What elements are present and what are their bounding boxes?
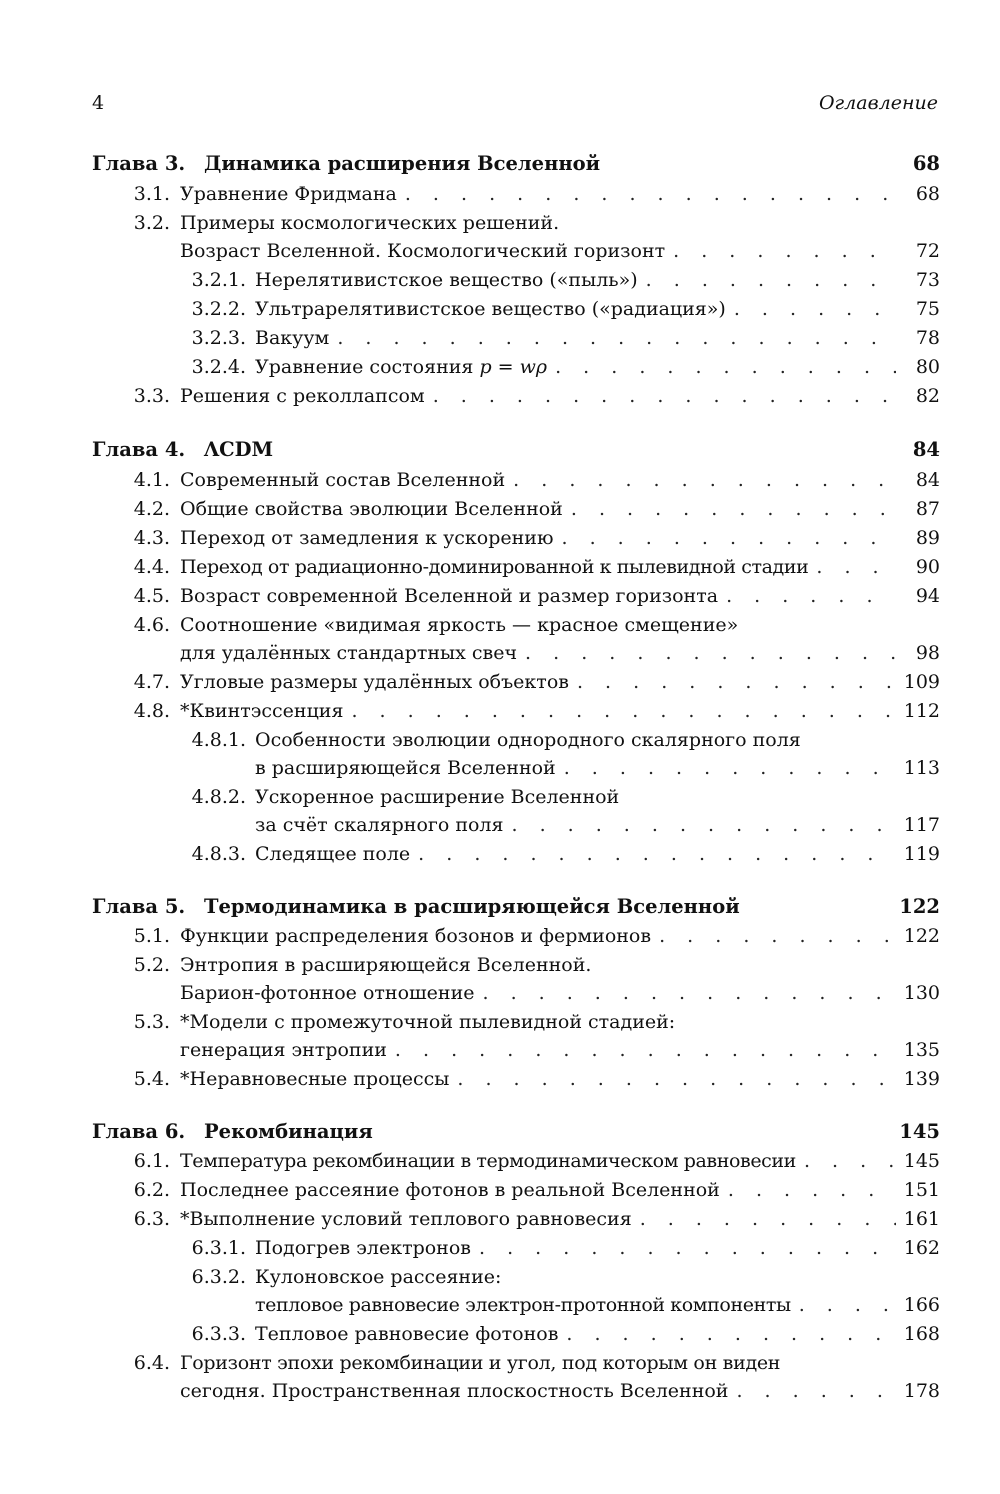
toc-entry-6-4[interactable] [92,1349,940,1377]
toc-entry-5-1[interactable] [92,922,940,950]
entry-title-line1: Особенности эволюции однородного скалярного поля [255,729,801,751]
entry-number: 5.2. [133,954,170,976]
entry-number: 3.2.2. [191,298,246,320]
toc-entry-3-1[interactable] [92,180,940,208]
entry-number: 4.1. [133,469,170,491]
toc-entry-6-4-cont[interactable] [92,1377,940,1405]
chapter-4-heading[interactable] [92,436,940,464]
page-ref: 68 [912,152,940,175]
page-ref: 166 [903,1294,940,1316]
toc-entry-5-3-cont[interactable] [92,1036,940,1064]
entry-number: 4.5. [133,585,170,607]
toc-entry-3-2-1[interactable] [92,266,940,294]
toc-entry-3-2-3[interactable] [92,324,940,352]
entry-title-line1: Ускоренное расширение Вселенной [255,786,620,808]
entry-title-line1: Горизонт эпохи рекомбинации и угол, под которым он виден [180,1352,781,1374]
toc-entry-4-8-2-cont[interactable] [92,811,940,839]
entry-number: 3.2.4. [191,356,246,378]
entry-number: 4.6. [133,614,170,636]
entry-number: 4.8.2. [191,786,246,808]
toc-entry-3-3[interactable] [92,382,940,410]
entry-title: Последнее рассеяние фотонов в реальной Вселенной [180,1179,720,1201]
toc-entry-4-5[interactable] [92,582,940,610]
page-ref: 109 [903,671,940,693]
entry-number: 4.8. [133,700,170,722]
page-ref: 119 [903,843,940,865]
entry-title: Подогрев электронов [255,1237,471,1259]
chapter-label: Глава 6. [92,1120,186,1143]
entry-title: Общие свойства эволюции Вселенной [180,498,563,520]
entry-title: Уравнение Фридмана [180,183,397,205]
entry-title: Возраст современной Вселенной и размер горизонта [180,585,719,607]
toc-entry-5-2-cont[interactable] [92,979,940,1007]
toc-entry-4-6-cont[interactable] [92,639,940,667]
entry-title: Угловые размеры удалённых объектов [180,671,569,693]
entry-number: 6.3.1. [191,1237,246,1259]
chapter-title: ΛCDM [204,438,274,461]
page-ref: 139 [903,1068,940,1090]
entry-title: Барион-фотонное отношение [180,982,475,1004]
entry-number: 3.2.1. [191,269,246,291]
entry-number: 6.4. [133,1352,170,1374]
page-ref: 113 [903,757,940,779]
page-ref: 122 [899,895,940,918]
entry-number: 5.1. [133,925,170,947]
toc-entry-4-8-2[interactable] [92,783,940,811]
entry-title-line1: Примеры космологических решений. [180,212,560,234]
entry-title: Нерелятивистское вещество («пыль») [255,269,638,291]
toc-entry-3-2[interactable] [92,209,940,237]
chapter-5-heading[interactable] [92,893,940,921]
toc-entry-4-7[interactable] [92,668,940,696]
chapter-title: Динамика расширения Вселенной [204,152,601,175]
entry-title: Современный состав Вселенной [180,469,506,491]
entry-number: 4.7. [133,671,170,693]
entry-title: Возраст Вселенной. Космологический горизонт [180,240,666,262]
page-number: 4 [92,92,105,114]
entry-title: тепловое равновесие электрон-протонной компоненты [255,1294,791,1316]
entry-number: 4.3. [133,527,170,549]
entry-title: Температура рекомбинации в термодинамическом равновесии [180,1150,796,1172]
page-ref: 82 [915,385,940,407]
page-ref: 72 [915,240,940,262]
page-ref: 75 [915,298,940,320]
entry-number: 6.2. [133,1179,170,1201]
chapter-label: Глава 4. [92,438,186,461]
entry-number: 3.2.3. [191,327,246,349]
page-ref: 151 [903,1179,940,1201]
toc-entry-3-2-cont[interactable] [92,237,940,265]
page-ref: 78 [915,327,940,349]
page-ref: 84 [915,469,940,491]
toc-entry-6-3-1[interactable] [92,1234,940,1262]
page-ref: 161 [903,1208,940,1230]
page-ref: 90 [915,556,940,578]
toc-entry-4-8-3[interactable] [92,840,940,868]
entry-title-line1: *Модели с промежуточной пылевидной стадией: [180,1011,676,1033]
page-ref: 89 [915,527,940,549]
entry-title: Функции распределения бозонов и фермионов [180,925,652,947]
entry-title: *Неравновесные процессы [180,1068,450,1090]
page-ref: 112 [903,700,940,722]
page-ref: 145 [899,1120,940,1143]
page-ref: 98 [915,642,940,664]
entry-number: 5.4. [133,1068,170,1090]
toc-entry-6-3[interactable] [92,1205,940,1233]
toc-entry-6-3-2[interactable] [92,1263,940,1291]
chapter-title: Термодинамика в расширяющейся Вселенной [204,895,740,918]
toc-entry-5-3[interactable] [92,1008,940,1036]
entry-number: 3.1. [133,183,170,205]
page-ref: 94 [915,585,940,607]
entry-title: Уравнение состояния [255,356,474,378]
entry-title: сегодня. Пространственная плоскостность Вселенной [180,1380,729,1402]
toc-entry-5-4[interactable] [92,1065,940,1093]
entry-number: 4.2. [133,498,170,520]
toc-entry-6-1[interactable] [92,1147,940,1175]
entry-title-line1: Соотношение «видимая яркость — красное смещение» [180,614,739,636]
page-ref: 178 [903,1380,940,1402]
entry-title: *Квинтэссенция [180,700,344,722]
entry-number: 6.3.3. [191,1323,246,1345]
page-ref: 162 [903,1237,940,1259]
equation-of-state: p = wρ [479,356,548,378]
toc-entry-4-4[interactable] [92,553,940,581]
entry-title: Переход от замедления к ускорению [180,527,554,549]
entry-title: Переход от радиационно-доминированной к пылевидной стадии [180,556,809,578]
entry-title: в расширяющейся Вселенной [255,757,556,779]
page-ref: 130 [903,982,940,1004]
page-ref: 122 [903,925,940,947]
entry-number: 6.3. [133,1208,170,1230]
toc-entry-6-2[interactable] [92,1176,940,1204]
chapter-3-heading[interactable] [92,150,940,178]
page-ref: 135 [903,1039,940,1061]
entry-title: для удалённых стандартных свеч [180,642,518,664]
entry-title: Тепловое равновесие фотонов [255,1323,559,1345]
entry-number: 6.3.2. [191,1266,246,1288]
page-ref: 80 [915,356,940,378]
chapter-label: Глава 5. [92,895,186,918]
toc-entry-4-2[interactable] [92,495,940,523]
entry-title: Вакуум [255,327,330,349]
toc-entry-4-6[interactable] [92,611,940,639]
toc-entry-6-3-3[interactable] [92,1320,940,1348]
entry-number: 3.3. [133,385,170,407]
entry-number: 6.1. [133,1150,170,1172]
chapter-label: Глава 3. [92,152,186,175]
entry-title: Решения с реколлапсом [180,385,425,407]
running-head [92,88,938,118]
entry-title-line1: Кулоновское рассеяние: [255,1266,502,1288]
page-ref: 168 [903,1323,940,1345]
entry-number: 5.3. [133,1011,170,1033]
toc-entry-6-3-2-cont[interactable] [92,1291,940,1319]
toc-entry-3-2-2[interactable] [92,295,940,323]
toc-entry-4-3[interactable] [92,524,940,552]
toc-entry-3-2-4[interactable] [92,353,940,381]
running-title: Оглавление [818,92,938,114]
entry-number: 4.8.3. [191,843,246,865]
toc-entry-4-8-1[interactable] [92,726,940,754]
page-ref: 117 [903,814,940,836]
entry-number: 3.2. [133,212,170,234]
page-ref: 87 [915,498,940,520]
entry-title: Ультрарелятивистское вещество («радиация») [255,298,726,320]
toc-entry-4-1[interactable] [92,466,940,494]
entry-number: 4.4. [133,556,170,578]
page-ref: 73 [915,269,940,291]
chapter-6-heading[interactable] [92,1118,940,1146]
toc-entry-4-8-1-cont[interactable] [92,754,940,782]
entry-title: *Выполнение условий теплового равновесия [180,1208,632,1230]
chapter-title: Рекомбинация [204,1120,373,1143]
page-ref: 68 [915,183,940,205]
page-ref: 84 [912,438,940,461]
entry-title: генерация энтропии [180,1039,387,1061]
toc-entry-4-8[interactable] [92,697,940,725]
entry-number: 4.8.1. [191,729,246,751]
toc-entry-5-2[interactable] [92,951,940,979]
page-ref: 145 [903,1150,940,1172]
entry-title: за счёт скалярного поля [255,814,504,836]
entry-title-line1: Энтропия в расширяющейся Вселенной. [180,954,592,976]
entry-title: Следящее поле [255,843,411,865]
